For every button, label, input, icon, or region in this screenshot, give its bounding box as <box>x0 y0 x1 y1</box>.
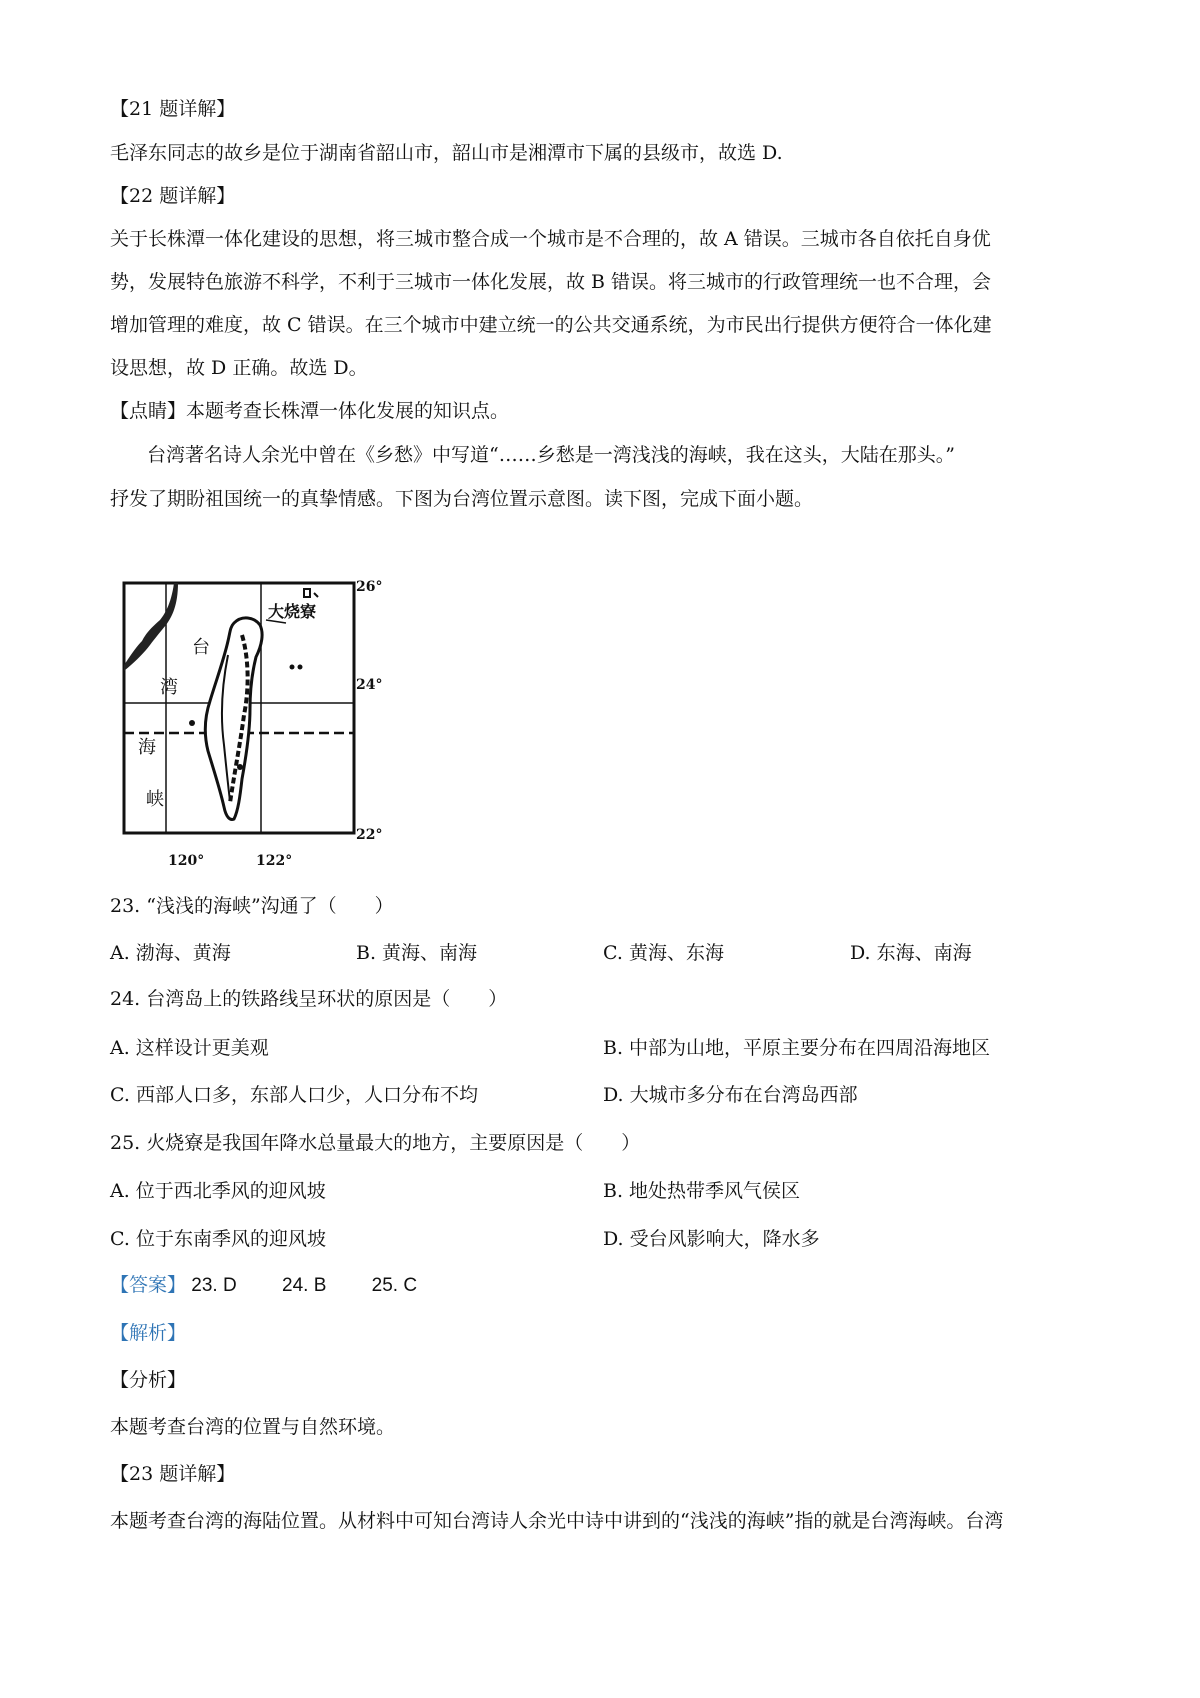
answer-23: 23. D <box>191 1275 237 1296</box>
q23-stem: 23. “浅浅的海峡”沟通了（ ） <box>110 895 394 917</box>
answer-label: 【答案】 <box>110 1275 187 1296</box>
strait-char-2: 湾 <box>160 677 178 698</box>
q22-line-1: 关于长株潭一体化建设的思想，将三城市整合成一个城市是不合理的，故 A 错误。三城市各自依托自身优 <box>110 228 991 250</box>
lat-label-24: 24° <box>356 677 383 693</box>
q22-line-2: 势，发展特色旅游不科学，不利于三城市一体化发展，故 B 错误。将三城市的行政管理统一也不合理，会 <box>110 271 992 293</box>
q22-heading: 【22 题详解】 <box>110 185 236 207</box>
lat-label-22: 22° <box>356 827 383 843</box>
q23-detail-text: 本题考查台湾的海陆位置。从材料中可知台湾诗人余光中诗中讲到的“浅浅的海峡”指的就是台湾海峡。台湾 <box>110 1510 1004 1532</box>
q24-option-c: C. 西部人口多，东部人口少，人口分布不均 <box>110 1084 478 1106</box>
fenxi-heading: 【分析】 <box>110 1369 187 1391</box>
q21-text: 毛泽东同志的故乡是位于湖南省韶山市，韶山市是湘潭市下属的县级市，故选 D. <box>110 142 783 164</box>
answer-24: 24. B <box>282 1275 327 1296</box>
strait-char-1: 台 <box>192 637 210 658</box>
answer-line <box>110 1273 457 1299</box>
intro-line-2: 抒发了期盼祖国统一的真挚情感。下图为台湾位置示意图。读下图，完成下面小题。 <box>110 488 814 510</box>
q23-option-c: C. 黄海、东海 <box>603 942 724 964</box>
q23-detail-heading: 【23 题详解】 <box>110 1463 236 1485</box>
q21-heading: 【21 题详解】 <box>110 98 236 120</box>
q25-option-c: C. 位于东南季风的迎风坡 <box>110 1228 326 1250</box>
q24-option-b: B. 中部为山地，平原主要分布在四周沿海地区 <box>603 1037 991 1059</box>
q25-stem: 25. 火烧寮是我国年降水总量最大的地方，主要原因是（ ） <box>110 1132 641 1154</box>
q22-line-3: 增加管理的难度，故 C 错误。在三个城市中建立统一的公共交通系统，为市民出行提供方便符合一体化建 <box>110 314 992 336</box>
lon-label-122: 122° <box>256 853 293 869</box>
q23-option-b: B. 黄海、南海 <box>356 942 478 964</box>
strait-char-3: 海 <box>138 737 156 758</box>
lon-label-120: 120° <box>168 853 205 869</box>
analysis-label: 【解析】 <box>110 1322 187 1344</box>
intro-line-1: 台湾著名诗人余光中曾在《乡愁》中写道“……乡愁是一湾浅浅的海峡，我在这头，大陆在那头。” <box>147 444 955 466</box>
mainland-coast <box>124 583 178 671</box>
lat-label-26: 26° <box>356 579 383 595</box>
q23-option-d: D. 东海、南海 <box>850 942 972 964</box>
q25-option-b: B. 地处热带季风气侯区 <box>603 1180 801 1202</box>
answer-25: 25. C <box>371 1275 418 1296</box>
place-label: 大烧寮 <box>268 602 317 621</box>
q23-option-a: A. 渤海、黄海 <box>110 942 231 964</box>
q22-comment: 【点睛】本题考查长株潭一体化发展的知识点。 <box>110 400 510 422</box>
q25-option-a: A. 位于西北季风的迎风坡 <box>110 1180 326 1202</box>
strait-char-4: 峡 <box>146 789 164 810</box>
q24-stem: 24. 台湾岛上的铁路线呈环状的原因是（ ） <box>110 988 508 1010</box>
q24-option-a: A. 这样设计更美观 <box>110 1037 269 1059</box>
q22-line-4: 设思想，故 D 正确。故选 D。 <box>110 357 368 379</box>
q24-option-d: D. 大城市多分布在台湾岛西部 <box>603 1084 858 1106</box>
q25-option-d: D. 受台风影响大，降水多 <box>603 1228 820 1250</box>
taiwan-location-map <box>116 575 406 880</box>
fenxi-text: 本题考查台湾的位置与自然环境。 <box>110 1416 396 1438</box>
